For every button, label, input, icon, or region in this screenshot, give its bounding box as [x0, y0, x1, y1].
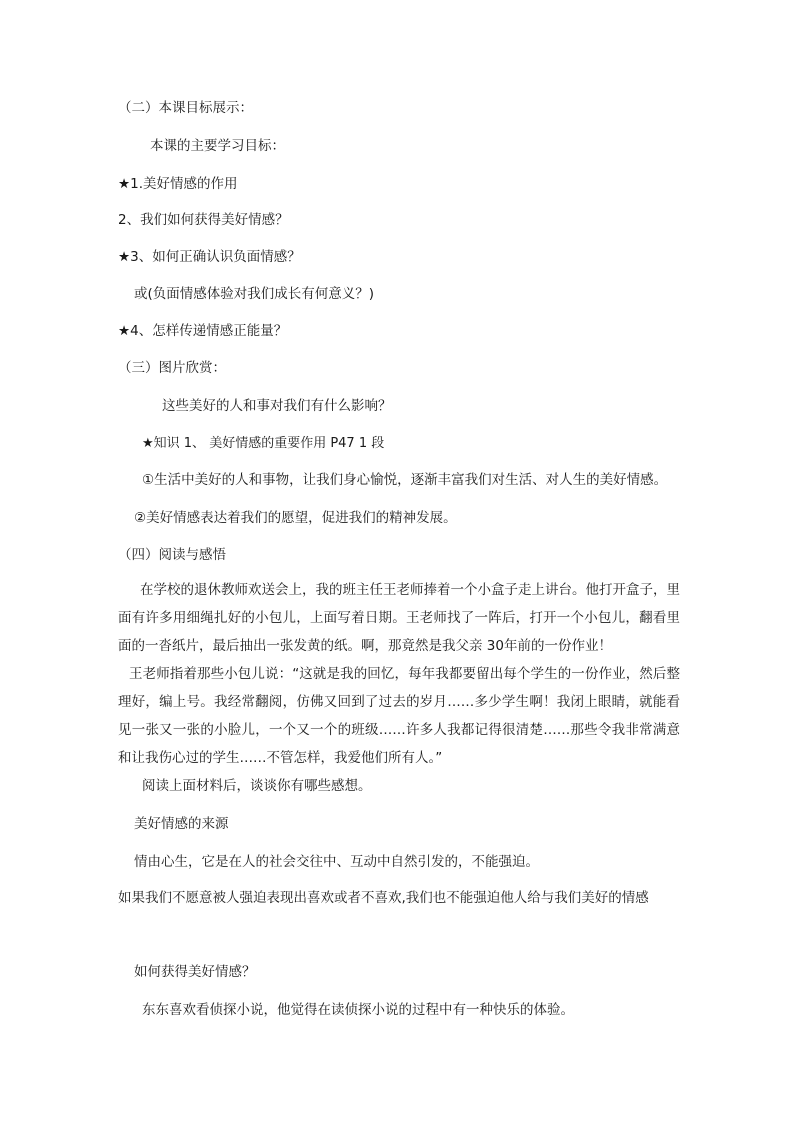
goal-2: 2、我们如何获得美好情感？	[118, 212, 289, 228]
knowledge-point-1: ★知识 1、 美好情感的重要作用 P47 1 段	[142, 436, 385, 451]
example-text: 东东喜欢看侦探小说，他觉得在读侦探小说的过程中有一种快乐的体验。	[142, 1002, 574, 1018]
picture-question: 这些美好的人和事对我们有什么影响？	[162, 398, 392, 414]
how-to-get-heading: 如何获得美好情感？	[134, 964, 256, 980]
section-4-heading: （四）阅读与感悟	[118, 547, 226, 563]
section-2-heading: （二）本课目标展示：	[118, 100, 253, 116]
section-3-heading: （三）图片欣赏：	[118, 360, 226, 376]
reading-paragraph-2: 王老师指着那些小包儿说：“这就是我的回忆，每年我都要留出每个学生的一份作业，然后整理好，编上号。我经常翻阅，仿佛又回到了过去的岁月……多少学生啊！我闭上眼睛，就能看见一张又一张的小脸儿，一个又一个的班级……许多人我都记得很清楚……那些令我非常满意和让我伤心过的学生……不管怎样，我爱他们所有人。”	[118, 666, 680, 766]
emotion-source-text: 情由心生，它是在人的社会交往中、互动中自然引发的，不能强迫。	[134, 854, 539, 870]
reading-paragraph-1: 在学校的退休教师欢送会上，我的班主任王老师捧着一个小盒子走上讲台。他打开盒子，里面有许多用细绳扎好的小包儿，上面写着日期。王老师找了一阵后，打开一个小包儿，翻看里面的一沓纸片，最后抽出一张发黄的纸。啊，那竟然是我父亲 30年前的一份作业！	[118, 582, 680, 654]
goal-3-alt: 或(负面情感体验对我们成长有何意义？)	[134, 286, 375, 302]
emotion-extra-text: 如果我们不愿意被人强迫表现出喜欢或者不喜欢,我们也不能强迫他人给与我们美好的情感	[118, 890, 649, 906]
emotion-source-heading: 美好情感的来源	[134, 816, 229, 832]
goals-intro: 本课的主要学习目标：	[150, 138, 285, 154]
knowledge-point-detail-1: ①生活中美好的人和事物，让我们身心愉悦，逐渐丰富我们对生活、对人生的美好情感。	[142, 472, 668, 488]
goal-1: ★1.美好情感的作用	[118, 176, 238, 192]
knowledge-point-detail-2: ②美好情感表达着我们的愿望，促进我们的精神发展。	[134, 510, 457, 526]
reading-prompt: 阅读上面材料后，谈谈你有哪些感想。	[142, 778, 372, 794]
goal-3: ★3、如何正确认识负面情感？	[118, 249, 301, 265]
goal-4: ★4、怎样传递情感正能量？	[118, 323, 288, 339]
